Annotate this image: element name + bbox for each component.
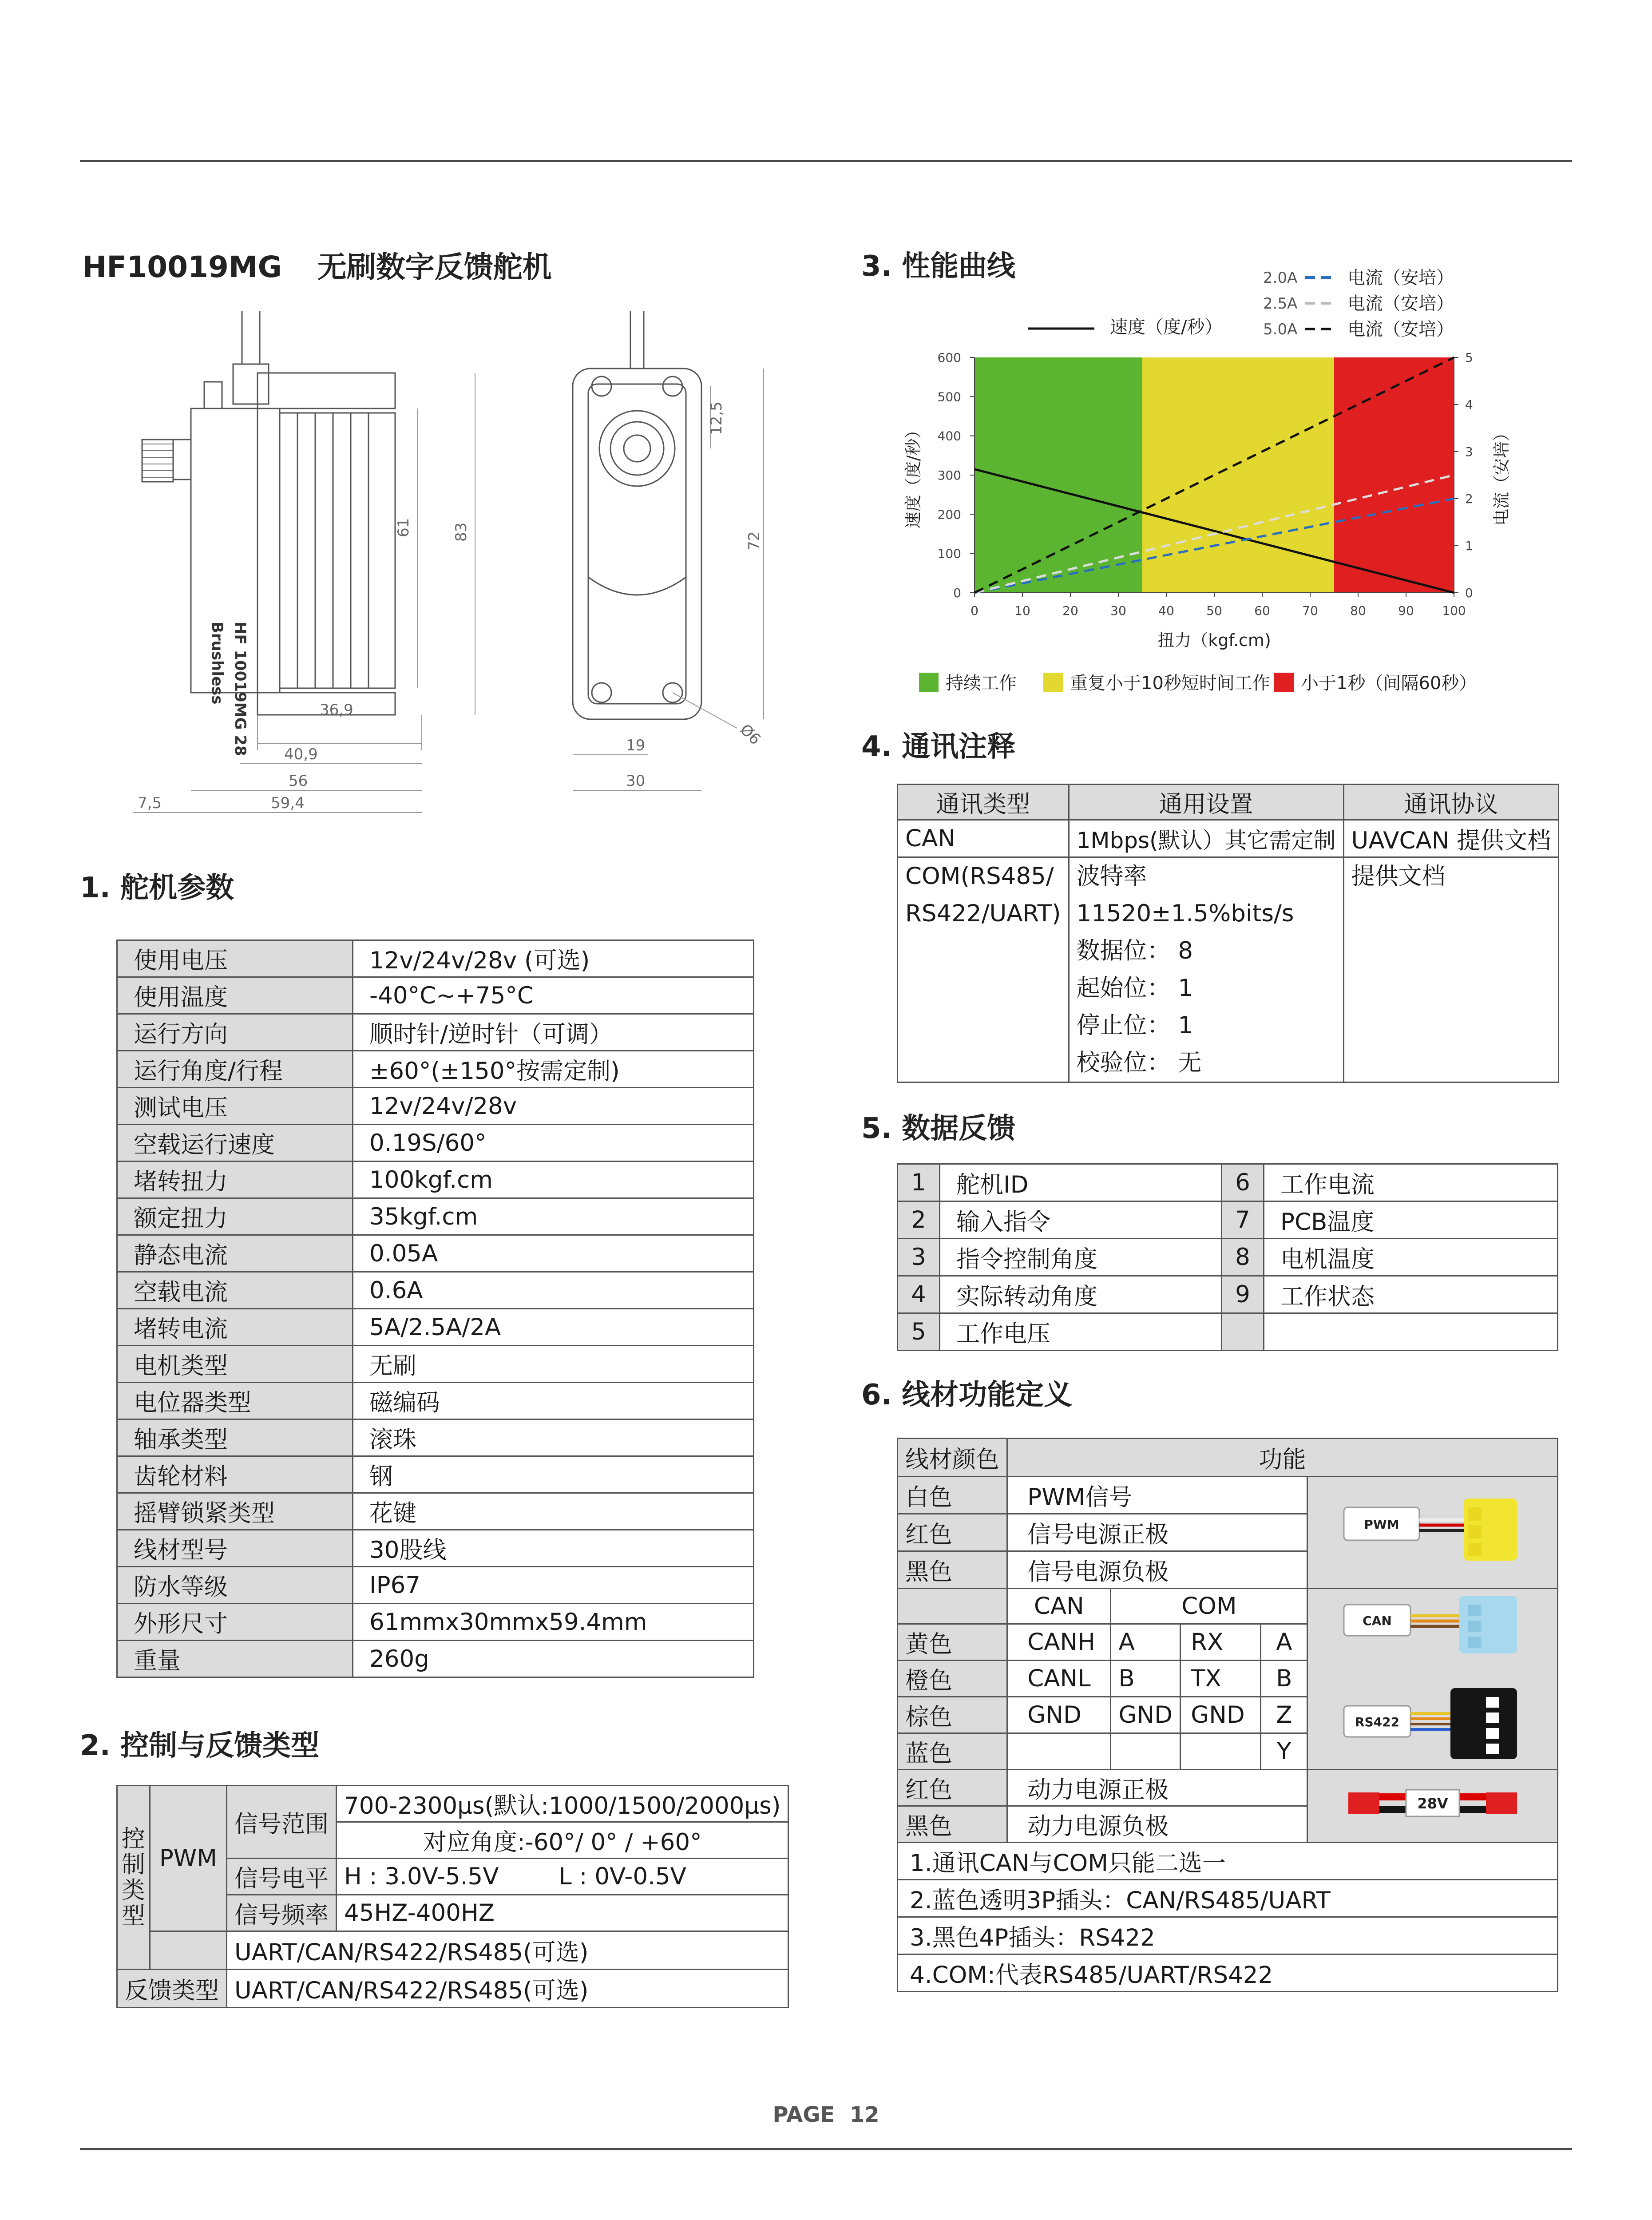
wire-function: 动力电源正极	[1007, 1770, 1307, 1806]
y2-tick-label: 0	[1465, 586, 1473, 600]
x-tick-label: 50	[1206, 603, 1222, 618]
spec-row	[117, 1419, 754, 1456]
spec-row	[117, 1051, 754, 1088]
wire-color: 棕色	[898, 1697, 1007, 1733]
comm-com-type: COM(RS485/ RS422/UART)	[898, 857, 1069, 1082]
bus-connector-cell	[1307, 1589, 1558, 1770]
svg-text:28V: 28V	[1417, 1795, 1448, 1812]
spec-value: 5A/2.5A/2A	[353, 1309, 754, 1346]
wire-com-gnd	[1181, 1733, 1261, 1770]
comm-com-settings	[1069, 857, 1343, 1082]
svg-text:CAN: CAN	[1362, 1613, 1392, 1628]
section-1-title: 1. 舵机参数	[80, 872, 234, 904]
control-type-label: 控制类型	[117, 1786, 150, 1970]
dim-59-4: 59,4	[271, 794, 305, 812]
wire-row-pwm	[898, 1477, 1558, 1514]
spec-key: 重量	[117, 1641, 353, 1677]
dim-19: 19	[626, 737, 646, 754]
y2-tick-label: 3	[1465, 444, 1473, 459]
dimension-drawing	[124, 302, 790, 817]
model-text: HF 10019MG 28	[231, 622, 249, 756]
y-tick-label: 600	[937, 350, 961, 365]
y2-tick-label: 5	[1465, 350, 1473, 365]
feedback-item: 舵机ID	[940, 1164, 1222, 1201]
zone-legend-swatch	[1274, 673, 1294, 692]
spec-row	[117, 1272, 754, 1309]
spec-row	[117, 1162, 754, 1198]
feedback-data-table	[897, 1163, 1558, 1351]
com-setting-line: 停止位： 1	[1076, 1012, 1193, 1039]
zone-legend-label: 重复小于10秒短时间工作	[1070, 673, 1270, 694]
dim-d6: Ø6	[736, 721, 765, 749]
signal-range-label: 信号范围	[227, 1786, 337, 1859]
spec-key: 堵转电流	[117, 1309, 353, 1346]
zone-legend-label: 持续工作	[946, 673, 1017, 694]
spec-key: 空载电流	[117, 1272, 353, 1309]
feedback-item: PCB温度	[1264, 1201, 1558, 1239]
wire-can-pin: GND	[1111, 1697, 1181, 1733]
rs422-connector-icon	[1308, 1686, 1557, 1767]
wire-note: 1.通讯CAN与COM只能二选一	[898, 1843, 1558, 1880]
product-name: 无刷数字反馈舵机	[317, 250, 552, 284]
spec-value: 12v/24v/28v	[353, 1088, 754, 1125]
wire-can-pin: B	[1111, 1661, 1181, 1697]
comm-header-type: 通讯类型	[898, 785, 1069, 820]
signal-level-label: 信号电平	[227, 1859, 337, 1895]
svg-text:RS422: RS422	[1355, 1714, 1399, 1729]
brand-text: Brushless	[208, 622, 226, 705]
wire-function: 动力电源负极	[1007, 1806, 1307, 1843]
wire-color: 黄色	[898, 1624, 1007, 1661]
wire-can-label: CAN	[1007, 1589, 1111, 1624]
feedback-empty	[1264, 1313, 1558, 1351]
comm-can-protocol: UAVCAN 提供文档	[1343, 820, 1559, 857]
zone-legend-swatch	[1043, 673, 1063, 692]
spec-key: 静态电流	[117, 1235, 353, 1272]
comm-header-setting: 通用设置	[1069, 785, 1343, 820]
power-connector-cell	[1307, 1770, 1558, 1843]
x-axis-label: 扭力（kgf.cm)	[1157, 630, 1271, 650]
x-tick-label: 0	[971, 603, 979, 618]
wire-header-color: 线材颜色	[898, 1439, 1007, 1477]
y2-tick-label: 4	[1465, 397, 1473, 412]
legend-current-label: 电流（安培）	[1347, 268, 1454, 288]
x-tick-label: 60	[1254, 603, 1270, 618]
wire-com-pin: B	[1261, 1661, 1307, 1697]
dim-36-9: 36,9	[320, 701, 353, 719]
wire-can-pin: A	[1111, 1624, 1181, 1661]
com-setting-line: 11520±1.5%bits/s	[1076, 900, 1294, 927]
comm-com-protocol: 提供文档	[1343, 857, 1559, 1082]
spec-key: 摇臂锁紧类型	[117, 1493, 353, 1530]
com-setting-line: 数据位： 8	[1076, 937, 1193, 964]
feedback-num: 8	[1222, 1239, 1264, 1276]
section-3-title: 3. 性能曲线	[861, 250, 1016, 283]
spec-key: 轴承类型	[117, 1419, 353, 1456]
spec-value: ±60°(±150°按需定制)	[353, 1051, 754, 1088]
spec-key: 空载运行速度	[117, 1125, 353, 1162]
spec-row	[117, 940, 754, 977]
product-title	[82, 243, 552, 285]
spec-key: 齿轮材料	[117, 1456, 353, 1493]
wire-note-row	[898, 1880, 1558, 1917]
can-connector-icon	[1308, 1591, 1557, 1668]
pwm-connector-cell	[1307, 1477, 1558, 1589]
svg-text:PWM: PWM	[1364, 1517, 1399, 1532]
wire-can-signal: CANH	[1007, 1624, 1111, 1661]
y-tick-label: 100	[937, 546, 961, 561]
signal-level-value: H : 3.0V-5.5V L : 0V-0.5V	[337, 1859, 788, 1895]
wire-note-row	[898, 1954, 1558, 1992]
spec-row	[117, 1235, 754, 1272]
section-5-title: 5. 数据反馈	[861, 1112, 1016, 1145]
feedback-num: 7	[1222, 1201, 1264, 1239]
spec-value: 钢	[353, 1456, 754, 1493]
dim-56: 56	[289, 772, 308, 790]
section-2-title: 2. 控制与反馈类型	[80, 1729, 320, 1762]
control-bus-value: UART/CAN/RS422/RS485(可选)	[227, 1931, 788, 1970]
dim-30: 30	[626, 772, 646, 790]
wire-com-gnd: RX	[1181, 1624, 1261, 1661]
section-6-title: 6. 线材功能定义	[861, 1379, 1073, 1411]
spec-value: 61mmx30mmx59.4mm	[353, 1604, 754, 1641]
spec-row	[117, 1567, 754, 1604]
spec-table	[116, 940, 754, 1678]
section-4-title: 4. 通讯注释	[861, 730, 1016, 763]
legend-current-label: 电流（安培）	[1347, 293, 1454, 314]
wire-com-pin: A	[1261, 1624, 1307, 1661]
wire-can-pin	[1111, 1733, 1181, 1770]
legend-current-value: 5.0A	[1263, 321, 1298, 338]
signal-range-value: 700-2300μs(默认:1000/1500/2000μs)	[337, 1786, 788, 1822]
x-tick-label: 10	[1014, 603, 1030, 618]
spec-value: 100kgf.cm	[353, 1162, 754, 1198]
feedback-row	[898, 1313, 1558, 1351]
spec-row	[117, 1309, 754, 1346]
x-tick-label: 30	[1110, 603, 1126, 618]
spec-row	[117, 1641, 754, 1677]
com-setting-line: 校验位： 无	[1076, 1049, 1202, 1076]
spec-key: 额定扭力	[117, 1198, 353, 1235]
spec-value: 35kgf.cm	[353, 1198, 754, 1235]
y-tick-label: 0	[953, 586, 961, 600]
spec-value: 30股线	[353, 1530, 754, 1567]
wire-function: 信号电源负极	[1007, 1551, 1307, 1589]
spec-value: 顺时针/逆时针（可调）	[353, 1014, 754, 1051]
zone-legend-swatch	[919, 673, 939, 692]
spec-row	[117, 1456, 754, 1493]
wire-note: 2.蓝色透明3P插头：CAN/RS485/UART	[898, 1880, 1558, 1917]
wire-color: 橙色	[898, 1661, 1007, 1697]
comm-table	[897, 784, 1559, 1083]
feedback-row	[898, 1276, 1558, 1313]
wire-color: 黑色	[898, 1551, 1007, 1589]
feedback-num: 9	[1222, 1276, 1264, 1313]
legend-current-value: 2.5A	[1263, 295, 1298, 313]
y-axis-label: 速度（度/秒）	[903, 421, 923, 529]
dim-61: 61	[395, 518, 412, 537]
legend-current-label: 电流（安培）	[1347, 319, 1454, 340]
y-tick-label: 500	[937, 389, 961, 404]
com-setting-line: 波特率	[1076, 863, 1147, 890]
wire-header-function: 功能	[1007, 1439, 1558, 1477]
bottom-rule	[80, 2148, 1572, 2150]
model-name: HF10019MG	[82, 250, 282, 284]
wire-can-signal	[1007, 1733, 1111, 1770]
spec-value: 0.19S/60°	[353, 1125, 754, 1162]
spec-key: 防水等级	[117, 1567, 353, 1604]
legend-current-value: 2.0A	[1263, 269, 1298, 287]
spec-value: 0.6A	[353, 1272, 754, 1309]
wire-color: 蓝色	[898, 1733, 1007, 1770]
wire-com-pin: Z	[1261, 1697, 1307, 1733]
x-tick-label: 90	[1398, 603, 1414, 618]
feedback-num: 6	[1222, 1164, 1264, 1201]
performance-chart	[861, 258, 1572, 702]
spec-row	[117, 1530, 754, 1567]
pwm-connector-icon	[1308, 1490, 1557, 1575]
spec-key: 测试电压	[117, 1088, 353, 1125]
feedback-item: 工作状态	[1264, 1276, 1558, 1313]
spec-value: 0.05A	[353, 1235, 754, 1272]
spec-value: 12v/24v/28v (可选)	[353, 940, 754, 977]
page-label: PAGE	[773, 2102, 835, 2127]
wire-color: 白色	[898, 1477, 1007, 1514]
spec-row	[117, 1014, 754, 1051]
feedback-num: 1	[898, 1164, 940, 1201]
spec-value: IP67	[353, 1567, 754, 1604]
wire-note-row	[898, 1917, 1558, 1954]
wire-can-signal: CANL	[1007, 1661, 1111, 1697]
chart-zone-2	[1334, 357, 1454, 593]
spec-value: 260g	[353, 1641, 754, 1677]
dim-40-9: 40,9	[284, 745, 318, 763]
wire-com-pin: Y	[1261, 1733, 1307, 1770]
spec-row	[117, 1088, 754, 1125]
spec-row	[117, 1493, 754, 1530]
feedback-item: 电机温度	[1264, 1239, 1558, 1276]
spec-row	[117, 1604, 754, 1641]
dim-12-5: 12,5	[708, 401, 725, 435]
feedback-item: 工作电压	[940, 1313, 1222, 1351]
chart-zone-1	[1142, 357, 1334, 593]
wire-note-row	[898, 1843, 1558, 1880]
spec-value: 滚珠	[353, 1419, 754, 1456]
wire-color: 红色	[898, 1514, 1007, 1551]
spec-row	[117, 1198, 754, 1235]
comm-can-type: CAN	[898, 820, 1069, 857]
dim-83: 83	[452, 522, 470, 542]
spec-key: 电机类型	[117, 1346, 353, 1383]
wire-color: 黑色	[898, 1806, 1007, 1843]
page-number: 12	[849, 2102, 879, 2127]
signal-freq-label: 信号频率	[227, 1895, 337, 1931]
x-tick-label: 40	[1158, 603, 1174, 618]
spec-key: 外形尺寸	[117, 1604, 353, 1641]
wire-com-gnd: TX	[1181, 1661, 1261, 1697]
comm-header-protocol: 通讯协议	[1343, 785, 1559, 820]
signal-range-angle: 对应角度:-60°/ 0° / +60°	[337, 1822, 788, 1859]
wire-bus-header	[898, 1589, 1558, 1624]
spec-key: 使用电压	[117, 940, 353, 977]
wire-com-gnd: GND	[1181, 1697, 1261, 1733]
spec-key: 堵转扭力	[117, 1162, 353, 1198]
com-setting-line: 起始位： 1	[1076, 975, 1193, 1002]
spec-value: 花键	[353, 1493, 754, 1530]
spec-value: 无刷	[353, 1346, 754, 1383]
x-tick-label: 70	[1302, 603, 1318, 618]
comm-can-setting: 1Mbps(默认）其它需定制	[1069, 820, 1343, 857]
control-table	[116, 1785, 789, 2008]
spec-key: 电位器类型	[117, 1383, 353, 1419]
signal-freq-value: 45HZ-400HZ	[337, 1895, 788, 1931]
feedback-row	[898, 1164, 1558, 1201]
wire-note: 3.黑色4P插头：RS422	[898, 1917, 1558, 1954]
x-tick-label: 80	[1350, 603, 1366, 618]
feedback-num: 5	[898, 1313, 940, 1351]
wire-note: 4.COM:代表RS485/UART/RS422	[898, 1954, 1558, 1992]
page-footer	[0, 2102, 1652, 2127]
spec-row	[117, 1346, 754, 1383]
feedback-num: 3	[898, 1239, 940, 1276]
feedback-item: 输入指令	[940, 1201, 1222, 1239]
spec-key: 运行角度/行程	[117, 1051, 353, 1088]
y2-tick-label: 2	[1465, 492, 1473, 506]
y-tick-label: 300	[937, 468, 961, 483]
y-tick-label: 200	[937, 507, 961, 522]
feedback-item: 指令控制角度	[940, 1239, 1222, 1276]
feedback-type-label: 反馈类型	[117, 1970, 227, 2008]
legend-speed-label: 速度（度/秒）	[1110, 317, 1223, 337]
pwm-label: PWM	[150, 1786, 226, 1931]
y-tick-label: 400	[937, 428, 961, 444]
y2-axis-label: 电流（安培）	[1492, 424, 1511, 526]
wire-row-power	[898, 1770, 1558, 1806]
x-tick-label: 20	[1062, 603, 1078, 618]
bus-spacer	[150, 1931, 226, 1970]
spec-row	[117, 1383, 754, 1419]
spec-value: 磁编码	[353, 1383, 754, 1419]
spec-key: 线材型号	[117, 1530, 353, 1567]
spec-row	[117, 1125, 754, 1162]
feedback-item: 实际转动角度	[940, 1276, 1222, 1313]
feedback-row	[898, 1239, 1558, 1276]
wire-table	[897, 1438, 1558, 1992]
wire-function: PWM信号	[1007, 1477, 1307, 1514]
feedback-row	[898, 1201, 1558, 1239]
wire-function: 信号电源正极	[1007, 1514, 1307, 1551]
feedback-empty	[1222, 1313, 1264, 1351]
feedback-type-value: UART/CAN/RS422/RS485(可选)	[227, 1970, 788, 2008]
spec-value: -40°C~+75°C	[353, 977, 754, 1014]
power-28v-connector-icon	[1308, 1781, 1557, 1831]
wire-bus-spacer	[898, 1589, 1007, 1624]
top-rule	[80, 160, 1572, 162]
spec-key: 使用温度	[117, 977, 353, 1014]
spec-row	[117, 977, 754, 1014]
x-tick-label: 100	[1442, 603, 1466, 618]
wire-color: 红色	[898, 1770, 1007, 1806]
feedback-num: 2	[898, 1201, 940, 1239]
dim-72: 72	[745, 531, 763, 551]
dim-7-5: 7,5	[138, 794, 162, 812]
spec-key: 运行方向	[117, 1014, 353, 1051]
zone-legend-label: 小于1秒（间隔60秒）	[1301, 673, 1477, 694]
y2-tick-label: 1	[1465, 539, 1473, 553]
feedback-num: 4	[898, 1276, 940, 1313]
wire-can-signal: GND	[1007, 1697, 1111, 1733]
wire-com-label: COM	[1111, 1589, 1307, 1624]
feedback-item: 工作电流	[1264, 1164, 1558, 1201]
